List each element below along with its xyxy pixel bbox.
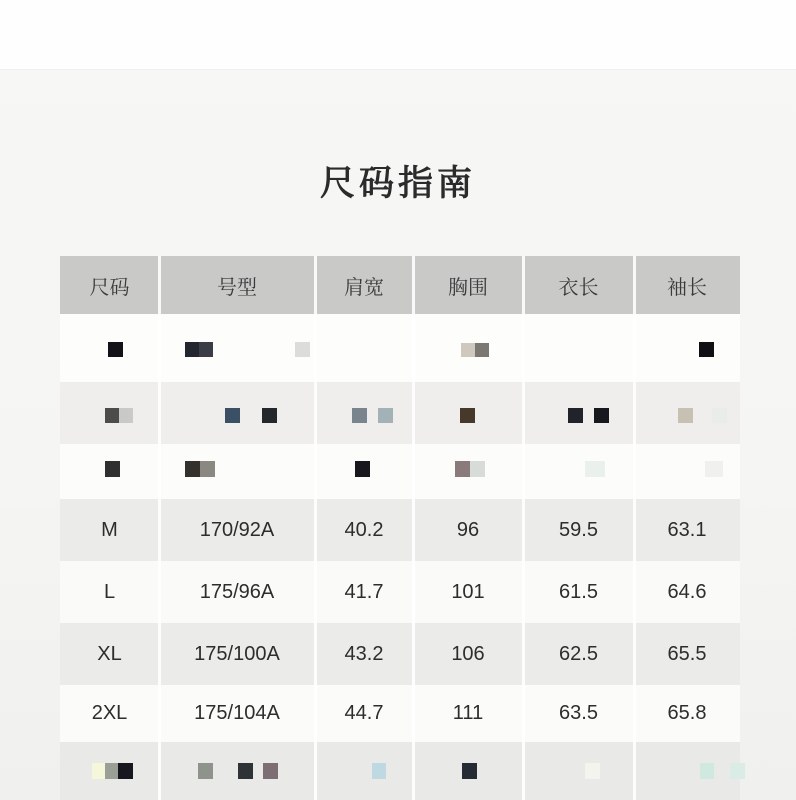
header-cell-sleeve: 袖长: [667, 276, 707, 299]
cell-shoulder: 41.7: [344, 580, 384, 603]
cell-sleeve: 63.1: [667, 518, 707, 541]
header-cell-type: 号型: [217, 276, 257, 299]
size-table: [60, 256, 740, 800]
cell-sleeve: 64.6: [667, 580, 707, 603]
cell-sleeve: 65.8: [667, 702, 707, 724]
table-row-censored-4: [60, 742, 740, 800]
table-row-2xl: [60, 685, 740, 742]
top-white-band: [0, 0, 796, 70]
cell-chest: 96: [456, 518, 480, 541]
cell-size: XL: [97, 642, 122, 665]
table-header-row: [60, 256, 740, 314]
cell-chest: 106: [451, 642, 485, 665]
header-cell-size: 尺码: [89, 276, 130, 299]
cell-chest: 111: [452, 702, 484, 724]
page-title: 尺码指南: [319, 164, 476, 203]
cell-shoulder: 44.7: [344, 702, 384, 724]
table-row-censored-1: [60, 314, 740, 382]
table-row-censored-2: [60, 382, 740, 444]
table-row-m: [60, 499, 740, 561]
header-cell-chest: 胸围: [448, 276, 488, 299]
cell-sleeve: 65.5: [667, 642, 707, 665]
cell-type: 170/92A: [199, 518, 275, 541]
cell-length: 59.5: [559, 518, 598, 541]
cell-size: M: [101, 518, 118, 541]
cell-size: 2XL: [91, 702, 128, 724]
cell-shoulder: 43.2: [344, 642, 384, 665]
cell-type: 175/100A: [194, 642, 280, 665]
cell-type: 175/96A: [199, 580, 275, 603]
table-row-l: [60, 561, 740, 623]
cell-chest: 101: [451, 580, 485, 603]
cell-length: 63.5: [559, 702, 598, 724]
table-row-censored-3: [60, 444, 740, 499]
cell-length: 62.5: [559, 642, 598, 665]
cell-shoulder: 40.2: [344, 518, 384, 541]
cell-type: 175/104A: [194, 702, 280, 724]
header-cell-shoulder: 肩宽: [344, 276, 384, 299]
header-cell-length: 衣长: [558, 276, 599, 299]
table-row-xl: [60, 623, 740, 685]
cell-length: 61.5: [559, 580, 598, 603]
cell-size: L: [103, 580, 116, 603]
